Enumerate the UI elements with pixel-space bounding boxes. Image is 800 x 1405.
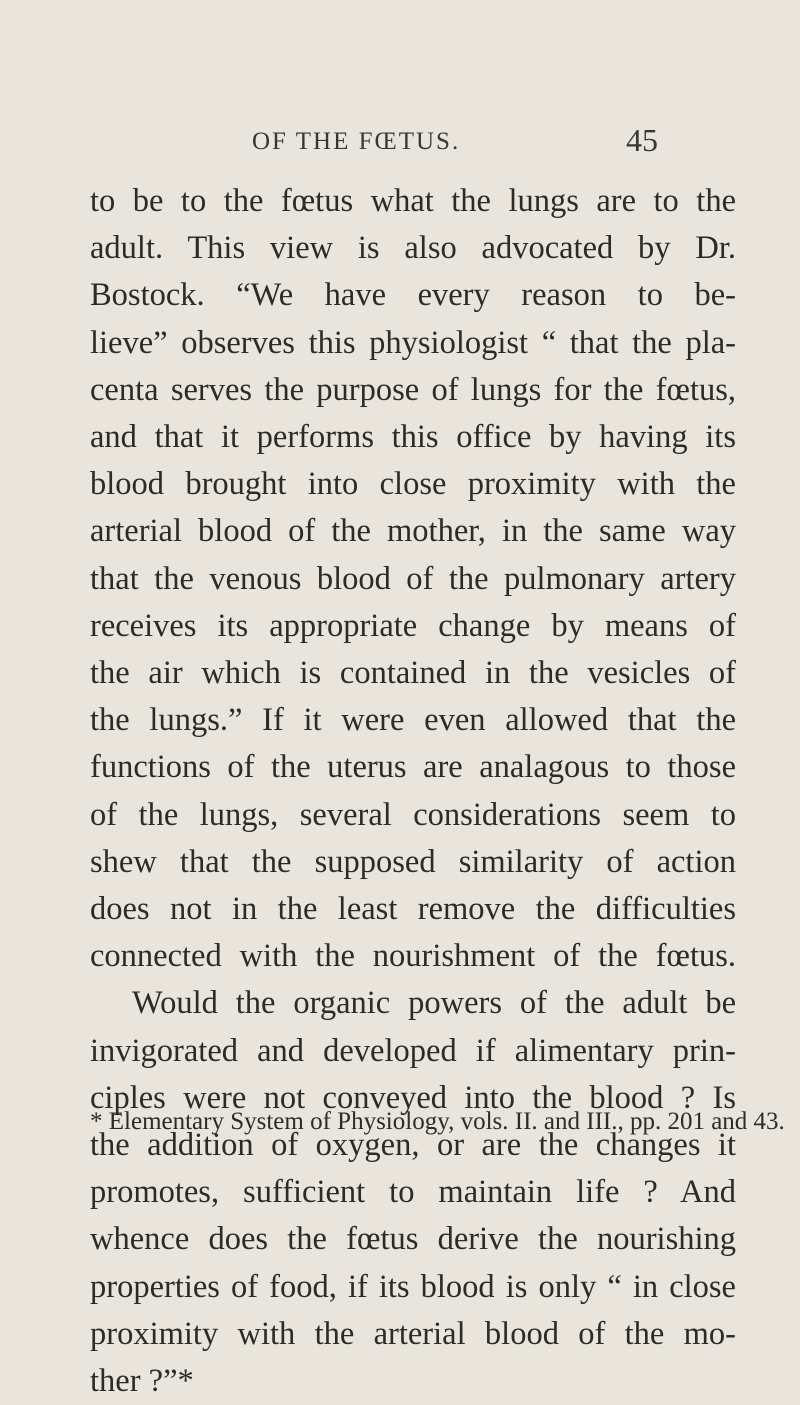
text-line: invigorated and developed if alimentary prin-: [90, 1032, 736, 1069]
text-line: centa serves the purpose of lungs for the fœtus,: [90, 371, 736, 408]
text-line: shew that the supposed similarity of action: [90, 843, 736, 880]
paragraph-start-line: Would the organic powers of the adult be: [132, 985, 736, 1022]
text-line: and that it performs this office by having its: [90, 419, 736, 456]
page-header: [0, 122, 800, 168]
body-text: [90, 178, 736, 1405]
text-line: to be to the fœtus what the lungs are to the: [90, 183, 736, 219]
text-line: the air which is contained in the vesicles of: [90, 655, 736, 692]
page-number: 45: [626, 122, 658, 158]
running-head: OF THE FŒTUS.: [252, 128, 461, 155]
text-line: adult. This view is also advocated by Dr.: [90, 230, 736, 267]
text-line: ciples were not conveyed into the blood ? Is: [90, 1079, 736, 1116]
text-line: promotes, sufficient to maintain life ? And: [90, 1174, 736, 1211]
text-line: arterial blood of the mother, in the same way: [90, 513, 736, 550]
text-line: proximity with the arterial blood of the mo-: [90, 1315, 736, 1352]
text-line: functions of the uterus are analagous to those: [90, 749, 736, 786]
text-line: that the venous blood of the pulmonary artery: [90, 560, 736, 597]
text-line: blood brought into close proximity with the: [90, 466, 736, 503]
text-line: properties of food, if its blood is only “ in close: [90, 1268, 736, 1305]
text-line: of the lungs, several considerations seem to: [90, 796, 736, 833]
text-line: whence does the fœtus derive the nourishing: [90, 1221, 736, 1258]
text-line: lieve” observes this physiologist “ that the pla-: [90, 324, 736, 361]
footnote: * Elementary System of Physiology, vols. II. and III., pp. 201 and 43.: [90, 1108, 785, 1135]
text-line: receives its appropriate change by means of: [90, 607, 736, 644]
text-line: Bostock. “We have every reason to be-: [90, 277, 736, 314]
text-line: the addition of oxygen, or are the changes it: [90, 1127, 736, 1164]
text-line: ther ?”*: [90, 1363, 194, 1400]
text-line: connected with the nourishment of the fœtus.: [90, 938, 736, 975]
text-line: the lungs.” If it were even allowed that the: [90, 702, 736, 739]
text-line: does not in the least remove the difficulties: [90, 891, 736, 928]
